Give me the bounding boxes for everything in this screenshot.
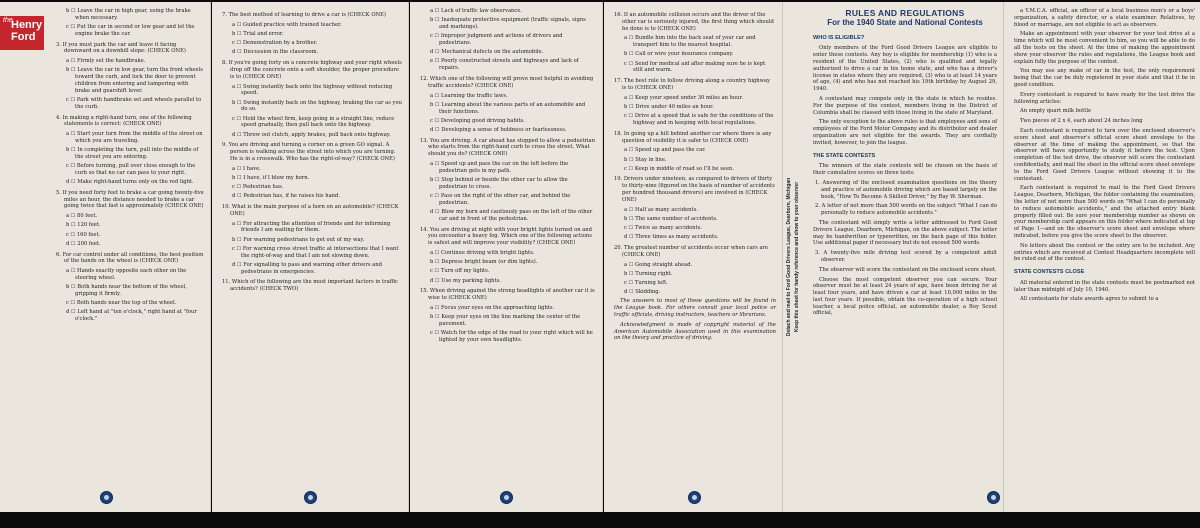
answer-option: c ☐ Watch for the edge of the road to your right which will be lighted by your own headlights. — [430, 330, 593, 343]
seal-icon — [500, 491, 513, 504]
answer-option: b ☐ Learning about the various parts of an automobile and their functions. — [430, 101, 586, 115]
answer-option: b ☐ Trial and error. — [232, 30, 284, 37]
footnote: The answers to most of these questions will be found in the League book. For others consult your local police or traffic officials, driving instructors, teachers or librarians. — [614, 298, 776, 318]
henry-ford-logo: the Henry Ford — [0, 16, 44, 50]
answer-option: d ☐ Skidding. — [624, 289, 661, 296]
answer-option: d ☐ Mechanical defects on the automobile. — [430, 49, 544, 56]
answer-option: c ☐ Park with handbrake set and wheels parallel to the curb. — [66, 96, 202, 110]
answer-option: c ☐ Turn off my lights. — [430, 268, 490, 275]
question: 3. If you must park the car and leave it facing downward on a downhill slope: (CHECK ONE) — [56, 41, 186, 55]
answer-option: b ☐ Call or wire your insurance company. — [624, 51, 734, 58]
answer-option: c ☐ Twice as many accidents. — [624, 225, 702, 232]
question: 4. In making a right-hand turn, one of the following statements is correct: (CHECK ONE) — [56, 114, 192, 128]
answer-option: c ☐ Keep in middle of road so I'll be seen. — [624, 165, 735, 172]
answer-option: a ☐ Keep your speed under 30 miles an hour. — [624, 94, 744, 101]
answer-option: d ☐ For signalling to pass and warning other drivers and pedestrians in emergencies. — [232, 261, 382, 275]
list-item: 1. Answering of the enclosed examination questions on the theory and practice of automobile driving which are based largely on the book, "How To Become A Skilled Driver," by Ray W. Sherman. — [815, 179, 997, 200]
question: 10. What is the main purpose of a horn on an automobile? (CHECK ONE) — [222, 204, 399, 217]
panel-questions-3 — [410, 2, 603, 512]
list-item: Two pieces of 2 x 4, each about 24 inches long — [1020, 118, 1143, 125]
answer-option: c ☐ Both hands near the top of the wheel. — [66, 300, 177, 307]
detach-instruction: Detach and mail to Ford Good Drivers League, Dearborn, Michigan — [786, 177, 792, 337]
question: 5. If you need forty feet to brake a car going twenty-five miles an hour, the distance needed to brake a car going twice that fast is approximately (CHECK ONE) — [56, 189, 204, 210]
answer-option: d ☐ Throw out clutch, apply brakes, pull back onto highway. — [232, 131, 391, 138]
answer-option: d ☐ Discussion in the classroom. — [232, 49, 319, 56]
paragraph: No letters about the contest or the entry are to be included. Any entries which are received at Contest Headquarters incomplete will be ruled out of the contest. — [1014, 242, 1195, 263]
question-column-2 — [222, 8, 402, 296]
answer-option: b ☐ Swing instantly back on the highway, braking the car as you do so. — [232, 99, 402, 113]
answer-option: e ☐ Poorly constructed streets and highways and lack of repairs. — [430, 58, 579, 72]
answer-option: c ☐ Hold the wheel firm, keep going in a straight line, reduce speed gradually, then pull back onto the highway. — [232, 115, 395, 129]
answer-option: d ☐ Blow my horn and cautiously pass on the left of the other car and in front of the pedestrian. — [430, 209, 593, 222]
panel-questions-4 — [604, 2, 782, 512]
answer-option: c ☐ Demonstration by a brother. — [232, 40, 318, 47]
answer-option: a ☐ Learning the traffic laws. — [430, 92, 508, 99]
list-item: An empty quart milk bottle — [1020, 108, 1092, 115]
paragraph: A contestant may compete only in the state in which he resides. For the purpose of the contest, members living in the District of Columbia shall be classed with those living in the state of Maryland. — [813, 95, 997, 116]
answer-option: a ☐ Guided practice with trained teacher. — [232, 21, 342, 28]
answer-option: b ☐ Both hands near the bottom of the wheel, gripping it firmly. — [66, 284, 187, 297]
answer-option: c ☐ Pass on the right of the other car, and behind the pedestrian. — [430, 193, 571, 206]
answer-option: d ☐ Three times as many accidents. — [624, 234, 719, 241]
detach-strip — [782, 2, 804, 512]
question: 17. The best rule to follow driving along a country highway is to (CHECK ONE) — [614, 78, 771, 91]
answer-option: b ☐ Leave the car in high gear, using the brake when necessary. — [66, 8, 191, 21]
question: 12. Which one of the following will prove most helpful in avoiding traffic accidents? (CHECK ONE) — [420, 75, 594, 89]
answer-option: a ☐ Swing instantly back onto the highway without reducing speed. — [232, 83, 393, 97]
answer-option: a ☐ Speed up and pass the car on the left before the pedestrian gets in my path. — [430, 161, 569, 174]
rules-subtitle: For the 1940 State and National Contests — [827, 17, 983, 27]
question-column-3 — [420, 8, 596, 346]
heading-state-contests: THE STATE CONTESTS — [813, 152, 876, 159]
paragraph: You may use any make of car in the test, the only requirement being that the car be duly registered in your state and that it be in good condition. — [1014, 68, 1195, 88]
answer-option: b ☐ Stay in line. — [624, 156, 667, 163]
question: 16. If an automobile collision occurs and the driver of the other car is seriously injured, the first thing which should be done is to (CHECK ONE) — [614, 12, 774, 32]
question: 7. The best method of learning to drive a car is (CHECK ONE) — [222, 12, 386, 18]
answer-option: d ☐ 200 feet. — [66, 240, 101, 247]
answer-option: d ☐ Pedestrian has, if he raises his hand. — [232, 193, 340, 200]
panel-questions-2 — [212, 2, 409, 512]
keep-instruction: Keep this sheet for handy reference and show to your observer — [794, 181, 800, 333]
answer-option: a ☐ Focus your eyes on the approaching lights. — [430, 304, 555, 311]
question: 14. You are driving at night with your bright lights turned on and you encounter a heavy fog. Which one of the following actions is safest and will improve your visibility? (CHECK ONE) — [420, 226, 592, 247]
paragraph: Each contestant is required to turn over the enclosed observer's score sheet and observer's official score sheet envelope to the observer at the time of making the appointment, so that the observer will have opportunity to study it before the test. Upon completion of the test drive, the observer will score the contestant confidentially, and mail the sheet in the official score sheet envelope to the Ford Good Drivers League without showing it to the contestant. — [1014, 127, 1195, 182]
answer-option: b ☐ Depress bright beam (or dim lights). — [430, 259, 538, 266]
paragraph: The contestant will simply write a letter addressed to Ford Good Drivers League, Dearborn, Michigan, on the above subject. The letter may be handwritten or typewritten, on the back page of this folder. Use additional paper if necessary but do not exceed 500 words. — [813, 219, 997, 247]
answer-option: c ☐ Drive at a speed that is safe for the conditions of the highway and in keeping with local regulations. — [624, 113, 774, 126]
paragraph: The only exception to the above rules is that employees and sons of employees of the Ford Motor Company and its distributor and dealer organization are not eligible for the awards. They are cordially invited, however, to join the league. — [813, 119, 997, 146]
answer-option: b ☐ Keep your eyes on the line marking the center of the pavement. — [430, 314, 581, 327]
answer-option: a ☐ Continue driving with bright lights. — [430, 250, 535, 257]
question: 9. You are driving and turning a corner on a green GO signal. A person is walking across the street into which you are turning. He is in a crosswalk. Who has the right-of-way? (CHECK ONE) — [222, 142, 396, 162]
answer-option: c ☐ Improper judgment and actions of drivers and pedestrians. — [430, 33, 563, 46]
question: 8. If you're going forty on a concrete highway and your right wheels drop off the concrete onto a soft shoulder, the proper procedure is to (CHECK ONE) — [222, 60, 402, 80]
rules-column-2 — [1014, 8, 1195, 306]
list-item: 2. A letter of not more than 500 words on the subject "What I can do personally to reduce automobile accidents." — [815, 203, 997, 217]
seal-icon — [987, 491, 1000, 504]
answer-option: a ☐ Lack of traffic law observance. — [430, 8, 523, 14]
panel-rules-1 — [803, 2, 1003, 512]
paragraph: a Y.M.C.A. official, an officer of a local business men's or a boys' organization, a safety director, or a state examiner. Relatives, by blood or marriage, are not eligible to act as observers. — [1014, 8, 1195, 28]
question: 13. You are driving. A car ahead has stopped to allow a pedestrian who starts from the right-hand curb to cross the street. What should you do? (CHECK ONE) — [420, 137, 595, 158]
answer-option: b ☐ The same number of accidents. — [624, 215, 718, 222]
answer-option: a ☐ Hands exactly opposite each other on the steering wheel. — [66, 268, 187, 282]
footnote: Acknowledgment is made of copyright material of the American Automobile Association used in this examination on the theory and practice of driving. — [614, 321, 776, 342]
answer-option: b ☐ Leave the car in low gear, turn the front wheels toward the curb, and lock the door to prevent children from entering and tampering with brake and gearshift lever. — [66, 67, 203, 94]
question: 18. In going up a hill behind another car where there is any question of visibility it is safer to (CHECK ONE) — [614, 130, 772, 144]
answer-option: b ☐ Inadequate protective equipment (traffic signals, signs and markings). — [430, 17, 586, 30]
answer-option: a ☐ Bundle him into the back seat of your car and transport him to the nearest hospital. — [624, 35, 756, 49]
rules-title: RULES AND REGULATIONS — [845, 8, 965, 18]
answer-option: a ☐ 80 feet. — [66, 213, 98, 220]
answer-option: b ☐ Turning right. — [624, 270, 673, 277]
answer-option: c ☐ Send for medical aid after making sure he is kept still and warm. — [624, 60, 766, 74]
paragraph: Every contestant is required to have ready for the test drive the following articles: — [1014, 91, 1195, 105]
answer-option: d ☐ Make right-hand turns only on the red light. — [66, 179, 194, 186]
question-column-4 — [614, 8, 776, 345]
answer-option: b ☐ In completing the turn, pull into the middle of the street you are entering. — [66, 147, 199, 160]
answer-option: b ☐ 120 feet. — [66, 222, 101, 229]
list-item: 3. A twenty-five mile driving test scored by a competent adult observer. — [815, 250, 997, 263]
seal-icon — [304, 491, 317, 504]
heading-contests-close: STATE CONTESTS CLOSE — [1014, 269, 1085, 276]
answer-option: a ☐ I have. — [232, 165, 261, 172]
heading-eligible: WHO IS ELIGIBLE? — [813, 34, 865, 41]
answer-option: d ☐ Use my parking lights. — [430, 277, 501, 284]
answer-option: a ☐ Firmly set the handbrake. — [66, 58, 146, 65]
paragraph: Choose the most competent observer you can secure. Your observer must be at least 24 years of age, have been driving for at least four years, and have driven a car at least 10,000 miles in the last four years. If possible, obtain the co-operation of a high school teacher, a local police official, an automobile dealer, a Boy Scout official, — [813, 276, 997, 317]
answer-option: b ☐ For warning pedestrians to get out of my way. — [232, 236, 365, 243]
answer-option: c ☐ 160 feet. — [66, 231, 101, 238]
question-column-1 — [56, 8, 204, 325]
answer-option: a ☐ Speed up and pass the car. — [624, 147, 706, 154]
seal-icon — [688, 491, 701, 504]
answer-option: b ☐ Stop behind or beside the other car to allow the pedestrian to cross. — [430, 177, 568, 190]
question: 20. The greatest number of accidents occur when cars are (CHECK ONE) — [614, 245, 769, 258]
answer-option: c ☐ Pedestrian has. — [232, 184, 284, 191]
answer-option: c ☐ Developing good driving habits. — [430, 117, 525, 124]
seal-icon — [100, 491, 113, 504]
panel-rules-2 — [1003, 2, 1200, 512]
paragraph: The observer will score the contestant on the enclosed score sheet. — [819, 266, 997, 273]
answer-option: d ☐ Developing a sense of boldness or fearlessness. — [430, 126, 567, 133]
answer-option: a ☐ Half as many accidents. — [624, 206, 698, 213]
question: 19. Drivers under nineteen, as compared to drivers of thirty to thirty-nine (figured on the basis of number of accidents per hundred thousand drivers) are involved in (CHECK ONE) — [614, 176, 775, 203]
answer-option: b ☐ Drive under 40 miles an hour. — [624, 103, 714, 110]
answer-option: a ☐ Start your turn from the middle of the street on which you are traveling. — [66, 131, 203, 144]
paragraph: The winners of the state contests will be chosen on the basis of their cumulative scores on three tests: — [813, 163, 997, 177]
answer-option: d ☐ Left hand at "ten o'clock," right hand at "four o'clock." — [66, 309, 197, 323]
question: 6. For car control under all conditions, the best position of the hands on the wheel is (CHECK ONE) — [56, 251, 204, 265]
paragraph: Make an appointment with your observer for your test drive at a time which will be most convenient to him, so you will be able to do all the tests on the sheet. At the time of making the appointment show your observer the rules and regulations, the League book and explain fully the purpose of the contest. — [1014, 31, 1195, 65]
rules-column-1 — [813, 8, 997, 320]
answer-option: a ☐ For attracting the attention of friends and for informing friends I am waiting for them. — [232, 220, 391, 234]
answer-option: c ☐ Put the car in second or low gear and let the engine brake the car. — [66, 23, 195, 37]
question: 11. Which of the following are the most important factors in traffic accidents? (CHECK TWO) — [222, 279, 398, 293]
answer-option: c ☐ Before turning, pull over close enough to the curb so that no car can pass to your right. — [66, 163, 196, 176]
paragraph: Each contestant is required to mail to the Ford Good Drivers League, Dearborn, Michigan, the folder containing the examination, the letter of not more than 500 words on "What I can do personally to reduce automobile accidents," and the attached entry blank properly filled out. Be sure your membership number as shown on your membership card appears on this folder where indicated at top of Page 1—and on the observer's score sheet and envelope where indicated, before you give the score sheet to the observer. — [1014, 185, 1195, 239]
panel-questions-1 — [0, 2, 211, 512]
answer-option: a ☐ Going straight ahead. — [624, 261, 693, 268]
answer-option: c ☐ Turning left. — [624, 280, 668, 286]
answer-option: c ☐ For warning cross street traffic at intersections that I want the right-of-way and that I am not slowing down. — [232, 245, 399, 259]
paragraph: All contestants for state awards agree to submit to a — [1020, 296, 1159, 303]
paragraph: All material entered in the state contests must be postmarked not later than midnight of July 10, 1940. — [1014, 279, 1195, 293]
paragraph: Only members of the Ford Good Drivers League are eligible to enter these contests. Any boy is eligible for membership (1) who is a resident of the United States, (2) who is qualified and legally authorized to drive a car in his home state, and who has a driver's license in states where they are required, (3) who is at least 14 years of age, (4) and who has not reached his 19th birthday by August 29, 1940. — [813, 45, 997, 93]
answer-option: b ☐ I have, if I blow my horn. — [232, 174, 310, 181]
question: 15. When driving against the strong headlights of another car it is wise to (CHECK ONE) — [420, 288, 595, 302]
